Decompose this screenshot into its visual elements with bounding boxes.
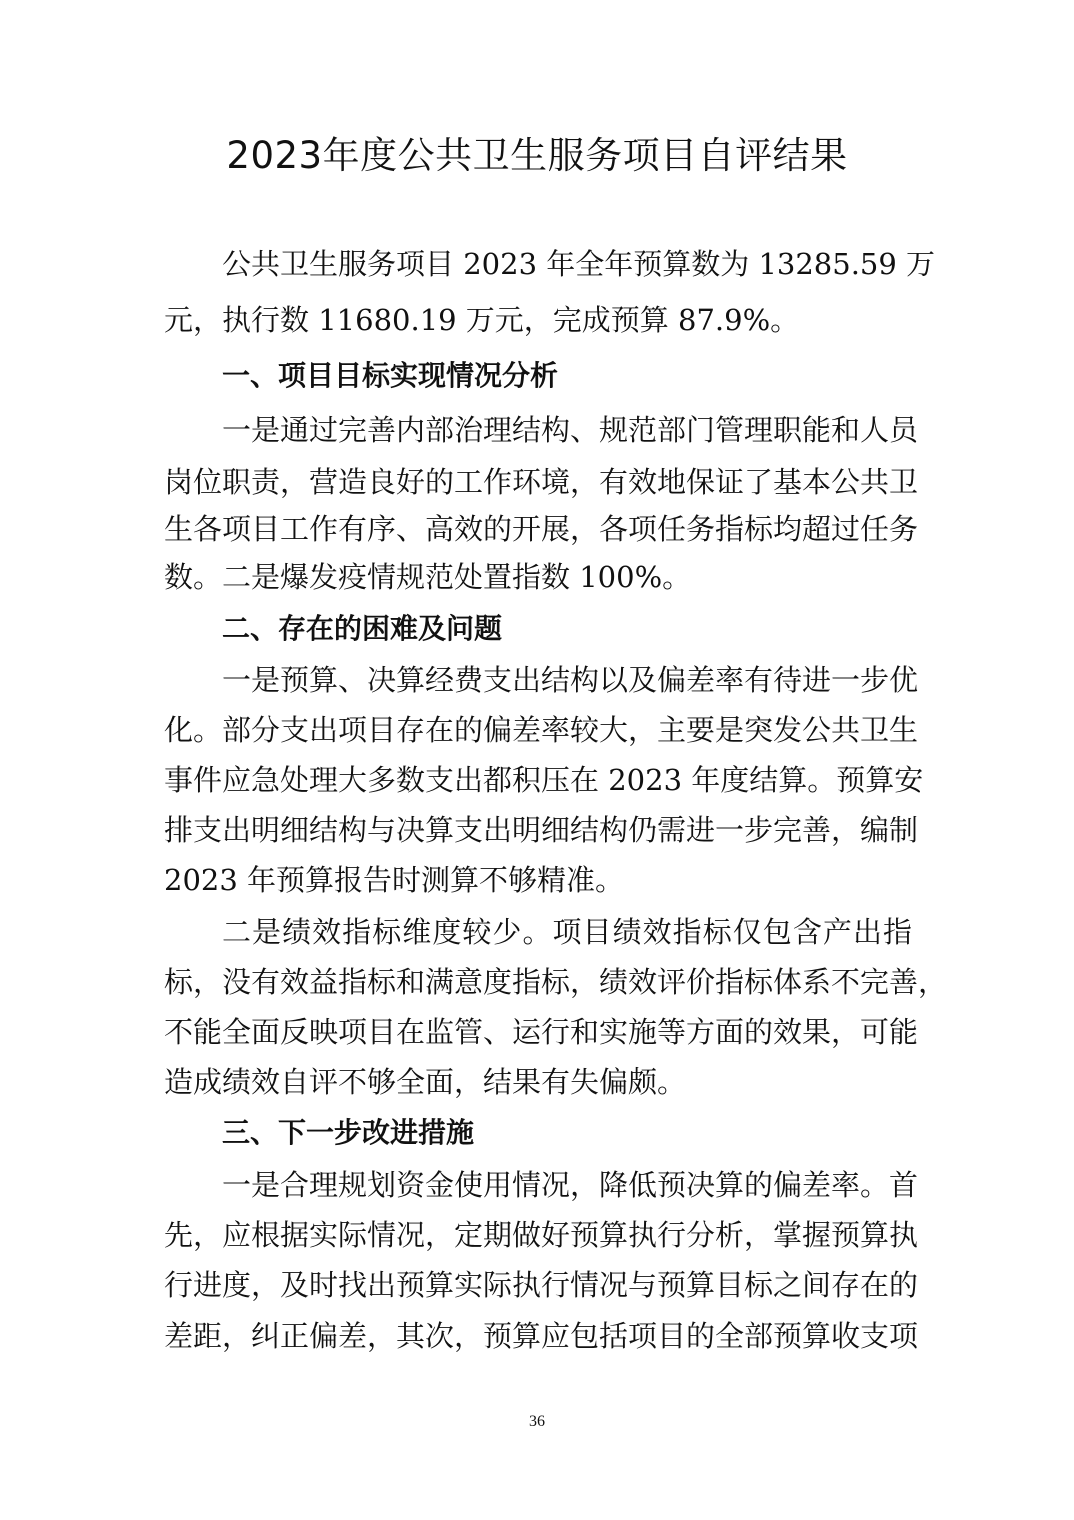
section-1-heading: 一、项目目标实现情况分析 bbox=[222, 359, 559, 392]
section-3-line-3: 行进度，及时找出预算实际执行情况与预算目标之间存在的 bbox=[164, 1268, 919, 1302]
section-2-p2-line-3: 不能全面反映项目在监管、运行和实施等方面的效果，可能 bbox=[164, 1015, 919, 1049]
section-1-line-2: 岗位职责，营造良好的工作环境，有效地保证了基本公共卫 bbox=[164, 465, 919, 499]
intro-line-2: 元，执行数 11680.19 万元，完成预算 87.9%。 bbox=[164, 303, 800, 337]
section-1-line-3: 生各项目工作有序、高效的开展，各项任务指标均超过任务 bbox=[164, 512, 919, 546]
section-1-line-4: 数。二是爆发疫情规范处置指数 100%。 bbox=[164, 560, 692, 594]
section-2-p1-line-4: 排支出明细结构与决算支出明细结构仍需进一步完善，编制 bbox=[164, 813, 919, 847]
section-1-line-1: 一是通过完善内部治理结构、规范部门管理职能和人员 bbox=[222, 413, 919, 447]
section-3-line-2: 先，应根据实际情况，定期做好预算执行分析，掌握预算执 bbox=[164, 1218, 919, 1252]
section-2-p1-line-1: 一是预算、决算经费支出结构以及偏差率有待进一步优 bbox=[222, 663, 919, 697]
section-2-p1-line-3: 事件应急处理大多数支出都积压在 2023 年度结算。预算安 bbox=[164, 763, 924, 797]
section-2-p2-line-4: 造成绩效自评不够全面，结果有失偏颇。 bbox=[164, 1065, 687, 1099]
section-2-p1-line-5: 2023 年预算报告时测算不够精准。 bbox=[164, 863, 625, 897]
document-title: 2023年度公共卫生服务项目自评结果 bbox=[226, 134, 848, 177]
intro-line-1: 公共卫生服务项目 2023 年全年预算数为 13285.59 万 bbox=[222, 247, 936, 281]
section-2-heading: 二、存在的困难及问题 bbox=[222, 612, 503, 645]
section-3-heading: 三、下一步改进措施 bbox=[222, 1116, 475, 1149]
section-3-line-4: 差距，纠正偏差，其次，预算应包括项目的全部预算收支项 bbox=[164, 1319, 919, 1353]
section-2-p1-line-2: 化。部分支出项目存在的偏差率较大，主要是突发公共卫生 bbox=[164, 713, 919, 747]
section-3-line-1: 一是合理规划资金使用情况，降低预决算的偏差率。首 bbox=[222, 1168, 919, 1202]
page-number: 36 bbox=[529, 1413, 545, 1430]
section-2-p2-line-2: 标，没有效益指标和满意度指标，绩效评价指标体系不完善， bbox=[164, 965, 948, 999]
section-2-p2-line-1: 二是绩效指标维度较少。项目绩效指标仅包含产出指 bbox=[222, 915, 912, 949]
